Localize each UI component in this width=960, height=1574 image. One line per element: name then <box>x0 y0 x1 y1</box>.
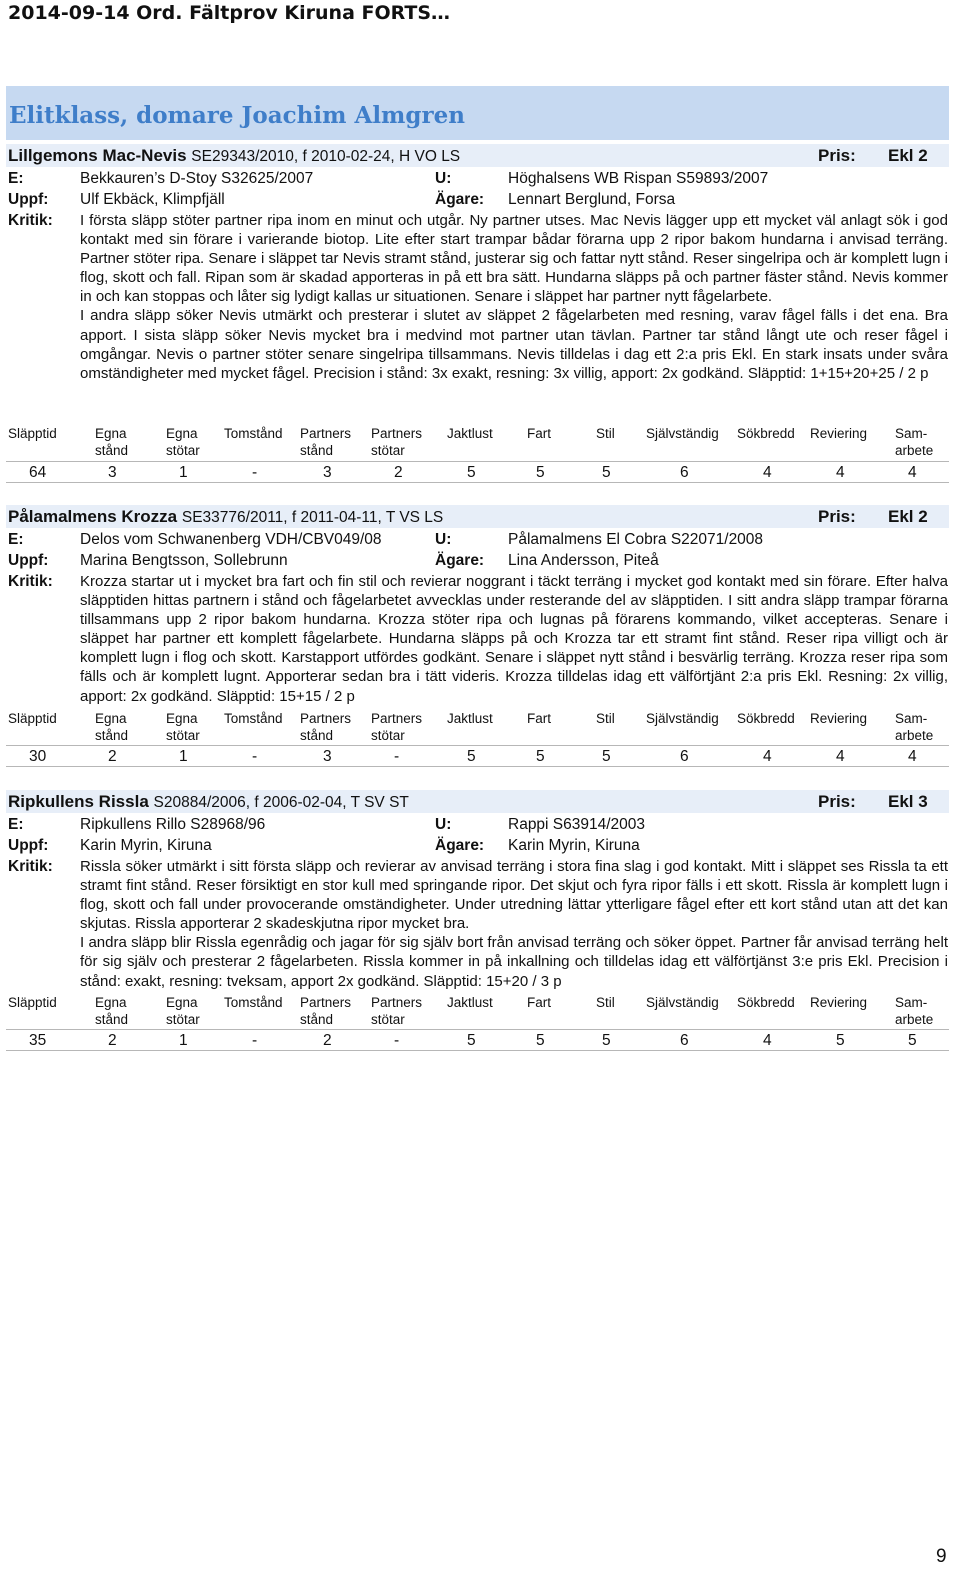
score-header: Stil <box>596 426 615 441</box>
dog-registration: SE33776/2011, f 2011-04-11, T VS LS <box>181 509 444 526</box>
dam-value: Höghalsens WB Rispan S59893/2007 <box>508 170 769 187</box>
dog-registration: SE29343/2010, f 2010-02-24, H VO LS <box>191 148 461 165</box>
score-value: 5 <box>467 1032 476 1049</box>
class-banner <box>6 86 949 140</box>
pris-label: Pris: <box>818 146 856 165</box>
score-header: Självständig <box>646 995 719 1010</box>
score-divider <box>6 461 949 462</box>
score-value: 35 <box>29 1032 47 1049</box>
score-header: Självständig <box>646 711 719 726</box>
sire-value: Delos vom Schwanenberg VDH/CBV049/08 <box>80 531 382 548</box>
score-header: Sökbredd <box>737 711 795 726</box>
score-value: 1 <box>179 464 188 481</box>
score-header: Partners stötar <box>371 995 423 1027</box>
dam-label: U: <box>435 531 452 548</box>
sire-label: E: <box>8 170 24 187</box>
score-value: 5 <box>467 464 476 481</box>
dog-entry <box>6 505 949 768</box>
score-header: Sam- arbete <box>895 711 934 743</box>
score-value: 4 <box>908 748 917 765</box>
score-header: Sökbredd <box>737 426 795 441</box>
score-header: Tomstånd <box>224 711 283 726</box>
score-value: 3 <box>108 464 117 481</box>
score-value: 5 <box>467 748 476 765</box>
pris-value: Ekl 2 <box>888 507 928 526</box>
score-header: Egna stötar <box>166 995 200 1027</box>
score-value: - <box>394 748 400 765</box>
sire-value: Ripkullens Rillo S28968/96 <box>80 816 266 833</box>
score-value: 6 <box>680 464 689 481</box>
kritik-label: Kritik: <box>8 212 53 229</box>
owner-label: Ägare: <box>435 191 485 208</box>
score-header: Jaktlust <box>447 711 493 726</box>
kritik-paragraph: I första släpp stöter partner ripa inom en minut och utgår. Ny partner utses. Mac Nevis lägger upp ett mycket väl anlagt sök i god kontakt med sin förare i varierande biotop. Lite efter start trampar bådar förarna upp 2 ripor bakom hundarna i anvisad terräng. Partner stöter ripa. Senare i släppet tar Nevis stramt stånd, justerar sig och fattar nytt stånd. Reser singelripa och är komplett lugn i flog, skott och fall. Ripan som är skadad apporteras in på ett bra sätt. Hundarna släpps på och partner fäster stånd. Nevis kommer in och kan stoppas och låter sig lydigt kallas ur situationen. Senare i släppet har partner nytt fågelarbete. <box>80 212 948 306</box>
score-header: Reviering <box>810 426 868 441</box>
score-header: Partners stånd <box>300 426 352 458</box>
breeder-label: Uppf: <box>8 191 49 208</box>
score-divider <box>6 745 949 746</box>
score-value: 64 <box>29 464 47 481</box>
entry-header <box>6 790 949 813</box>
kritik-label: Kritik: <box>8 573 53 590</box>
score-value: 1 <box>179 1032 188 1049</box>
sire-value: Bekkauren’s D-Stoy S32625/2007 <box>80 170 314 187</box>
kritik-text <box>80 572 948 706</box>
breeder-value: Karin Myrin, Kiruna <box>80 837 212 854</box>
entry-header <box>6 505 949 528</box>
kritik-text <box>80 211 948 383</box>
score-header: Sam- arbete <box>895 426 934 458</box>
breeder-label: Uppf: <box>8 837 49 854</box>
score-header: Partners stånd <box>300 995 352 1027</box>
score-value: 5 <box>536 464 545 481</box>
pris-value: Ekl 2 <box>888 146 928 165</box>
score-header: Släpptid <box>8 426 57 441</box>
breeder-value: Ulf Ekbäck, Klimpfjäll <box>80 191 225 208</box>
score-value: - <box>252 464 258 481</box>
breeder-label: Uppf: <box>8 552 49 569</box>
score-header: Sökbredd <box>737 995 795 1010</box>
owner-label: Ägare: <box>435 552 485 569</box>
page-number: 9 <box>936 1546 947 1567</box>
class-title: Elitklass, domare Joachim Almgren <box>9 102 465 129</box>
score-value: 3 <box>323 748 332 765</box>
owner-value: Lina Andersson, Piteå <box>508 552 659 569</box>
score-header: Fart <box>527 711 552 726</box>
score-header: Självständig <box>646 426 719 441</box>
dog-name <box>8 146 460 166</box>
score-value: - <box>252 748 258 765</box>
owner-label: Ägare: <box>435 837 485 854</box>
score-header: Jaktlust <box>447 995 493 1010</box>
score-value: 6 <box>680 748 689 765</box>
page-header: 2014-09-14 Ord. Fältprov Kiruna FORTS… <box>8 2 451 24</box>
score-header: Partners stånd <box>300 711 352 743</box>
kritik-paragraph: I andra släpp söker Nevis utmärkt och presterar i slutet av släppet 2 fågelarbeten med resning, varav fågel fälls i det ena. Bra apport. I sista släpp söker Nevis mycket bra i medvind mot partner utan tävlan. Partner tar stånd långt ute och reser fågel i omgångar. Nevis o partner stöter senare singelripa tillsammans. Nevis tilldelas i dag ett 2:a pris Ekl. En stark insats under svåra omständigheter med mycket fågel. Precision i stånd: 3x exakt, resning: 3x villig, apport: 2x godkänd. Släpptid: 1+15+20+25 / 2 p <box>80 307 948 382</box>
dog-name <box>8 792 409 812</box>
score-value: 4 <box>836 464 845 481</box>
score-value: 4 <box>763 1032 772 1049</box>
dog-name-text: Lillgemons Mac-Nevis <box>8 146 187 165</box>
score-header: Partners stötar <box>371 426 423 458</box>
kritik-label: Kritik: <box>8 858 53 875</box>
score-value: 5 <box>536 1032 545 1049</box>
entry-header <box>6 144 949 167</box>
dam-label: U: <box>435 816 452 833</box>
score-value: 3 <box>323 464 332 481</box>
sire-label: E: <box>8 531 24 548</box>
owner-value: Lennart Berglund, Forsa <box>508 191 676 208</box>
owner-value: Karin Myrin, Kiruna <box>508 837 640 854</box>
dog-entry <box>6 790 949 1052</box>
score-header: Tomstånd <box>224 426 283 441</box>
score-value: 2 <box>394 464 403 481</box>
score-value: 5 <box>536 748 545 765</box>
score-header: Jaktlust <box>447 426 493 441</box>
score-header: Stil <box>596 711 615 726</box>
score-header: Egna stötar <box>166 426 200 458</box>
score-value: 5 <box>602 748 611 765</box>
score-value: 30 <box>29 748 47 765</box>
score-value: 1 <box>179 748 188 765</box>
score-header: Släpptid <box>8 995 57 1010</box>
dam-value: Rappi S63914/2003 <box>508 816 646 833</box>
pris-label: Pris: <box>818 792 856 811</box>
dog-registration: S20884/2006, f 2006-02-04, T SV ST <box>153 794 409 811</box>
score-header: Släpptid <box>8 711 57 726</box>
entry-divider <box>6 766 949 767</box>
score-value: 5 <box>602 1032 611 1049</box>
score-header: Fart <box>527 426 552 441</box>
score-header: Egna stånd <box>95 711 129 743</box>
dog-name-text: Ripkullens Rissla <box>8 792 149 811</box>
dog-name-text: Pålamalmens Krozza <box>8 507 178 526</box>
score-value: 2 <box>323 1032 332 1049</box>
entry-divider <box>6 1050 949 1051</box>
entry-divider <box>6 482 949 483</box>
score-value: 4 <box>836 748 845 765</box>
dam-label: U: <box>435 170 452 187</box>
score-header: Egna stånd <box>95 426 129 458</box>
pris-label: Pris: <box>818 507 856 526</box>
score-value: 4 <box>763 748 772 765</box>
score-value: - <box>394 1032 400 1049</box>
sire-label: E: <box>8 816 24 833</box>
score-value: 2 <box>108 748 117 765</box>
score-divider <box>6 1029 949 1030</box>
dog-entry <box>6 144 949 484</box>
score-header: Egna stötar <box>166 711 200 743</box>
score-value: 5 <box>908 1032 917 1049</box>
score-header: Reviering <box>810 995 868 1010</box>
score-value: - <box>252 1032 258 1049</box>
kritik-text <box>80 857 948 991</box>
score-header: Reviering <box>810 711 868 726</box>
kritik-paragraph: Rissla söker utmärkt i sitt första släpp och revierar av anvisad terräng i stora fina slag i god kontakt. Mitt i släppet ses Rissla ta ett stramt fint stånd. Reser försiktigt en stor kull med springande ripor. Det skjut och fyra ripor fälls i ett skott. Rissla är komplett lugn i flog, skott och fall under provocerande omständigheter. Under utredning lättar ytterligare fågel efter ett kort stånd utan att det kan skjutas. Rissla apporterar 2 skadeskjutna ripor mycket bra. <box>80 858 948 933</box>
score-value: 4 <box>763 464 772 481</box>
score-value: 5 <box>836 1032 845 1049</box>
score-value: 4 <box>908 464 917 481</box>
kritik-paragraph: I andra släpp blir Rissla egenrådig och jagar för sig själv bort från anvisad terräng och söker öppet. Partner får anvisad terräng helt för sig själv och presterar 2 fågelarbeten. Rissla kommer in på inkallning och tilldelas idag ett välförtjänst 3:e pris Ekl. Precision i stånd: exakt, resning: tveksam, apport 2x godkänd. Släpptid: 15+20 / 3 p <box>80 934 948 990</box>
score-value: 5 <box>602 464 611 481</box>
score-header: Stil <box>596 995 615 1010</box>
score-value: 2 <box>108 1032 117 1049</box>
score-header: Egna stånd <box>95 995 129 1027</box>
dam-value: Pålamalmens El Cobra S22071/2008 <box>508 531 764 548</box>
pris-value: Ekl 3 <box>888 792 928 811</box>
score-header: Fart <box>527 995 552 1010</box>
kritik-paragraph: Krozza startar ut i mycket bra fart och fin stil och revierar noggrant i täckt terräng i mycket god kontakt med sin förare. Efter halva släpptiden hittas partnern i stånd och fågelarbetet avvecklas under resterande del av släpptiden. I sitt andra släpp trampar förarna tillsammans upp 2 ripor bakom hundarna. Krozza stöter ripa och lugnas på förarens kommando, vilket accepteras. Senare i släppet har partner ett komplett fågelarbete. Hundarna släpps på och Krozza tar ett stramt fint stånd. Reser ripa villigt och är komplett lugn i flog och skott. Karstapport utfördes godkänt. Senare i släppet nytt stånd i besvärlig terräng. Krozza reser ripa som fälls och är komplett lugnt. Apporterar sedan bra i tätt videris. Krozza tilldelas idag ett välförtjänt 2:a pris Ekl. Resning: 2x villig, apport: 2x godkänd. Släpptid: 15+15 / 2 p <box>80 573 948 705</box>
score-header: Partners stötar <box>371 711 423 743</box>
score-value: 6 <box>680 1032 689 1049</box>
dog-name <box>8 507 443 527</box>
breeder-value: Marina Bengtsson, Sollebrunn <box>80 552 288 569</box>
score-header: Sam- arbete <box>895 995 934 1027</box>
score-header: Tomstånd <box>224 995 283 1010</box>
